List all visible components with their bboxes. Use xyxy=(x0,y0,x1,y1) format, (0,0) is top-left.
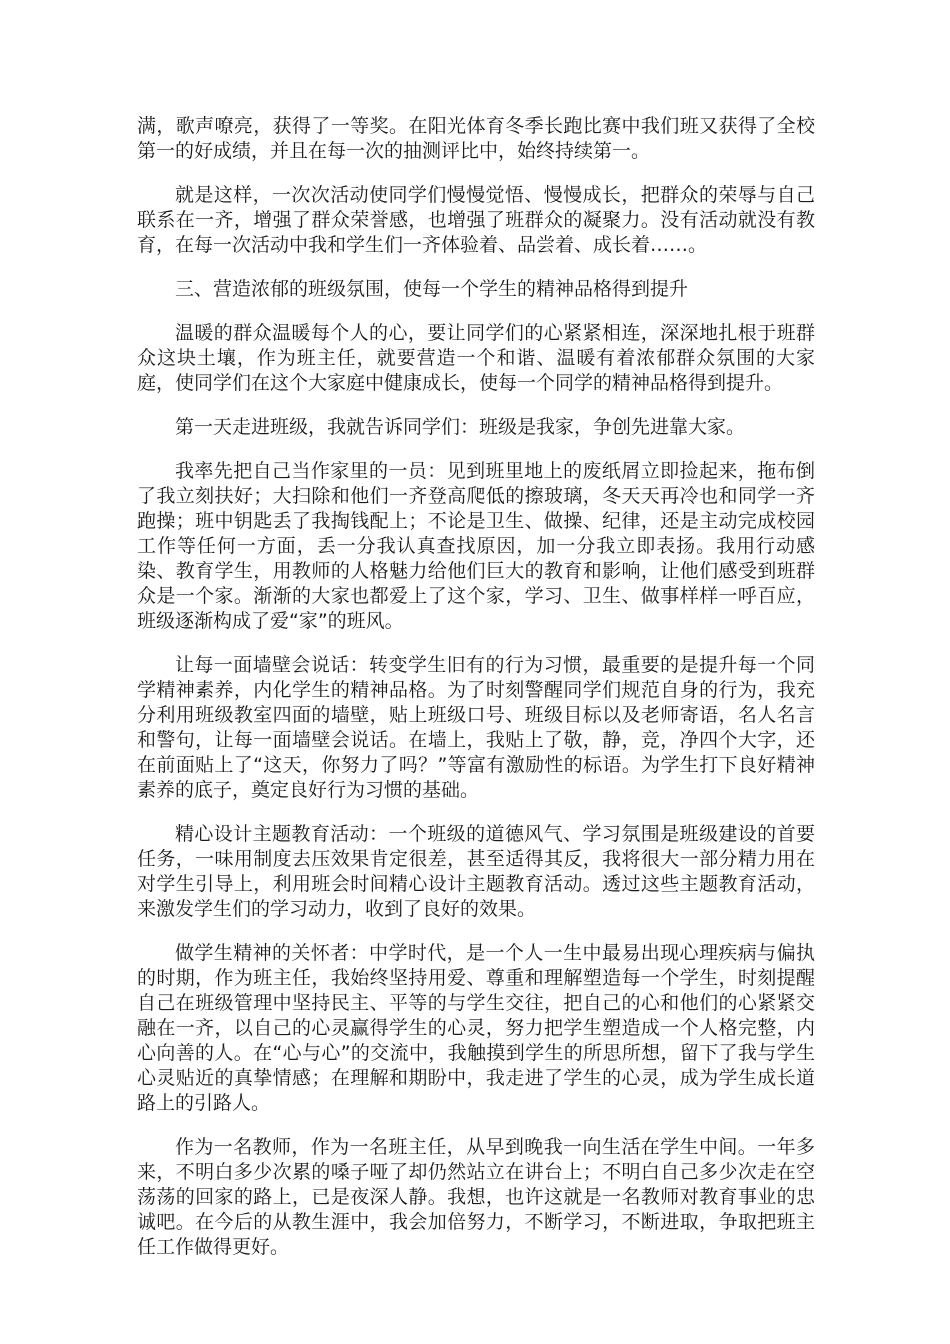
paragraph: 做学生精神的关怀者：中学时代，是一个人一生中最易出现心理疾病与偏执的时期，作为班主任，我始终坚持用爱、尊重和理解塑造每一个学生，时刻提醒自己在班级管理中坚持民主、平等的与学生交往，把自己的心和他们的心紧紧交融在一齐，以自己的心灵赢得学生的心灵，努力把学生塑造成一个人格完整，内心向善的人。在“心与心”的交流中，我触摸到学生的所思所想，留下了我与学生心灵贴近的真挚情感；在理解和期盼中，我走进了学生的心灵，成为学生成长道路上的引路人。 xyxy=(137,942,815,1114)
paragraph: 温暖的群众温暖每个人的心，要让同学们的心紧紧相连，深深地扎根于班群众这块土壤，作为班主任，就要营造一个和谐、温暖有着浓郁群众氛围的大家庭，使同学们在这个大家庭中健康成长，使每一个同学的精神品格得到提升。 xyxy=(137,322,815,394)
paragraph: 就是这样，一次次活动使同学们慢慢觉悟、慢慢成长，把群众的荣辱与自己联系在一齐，增强了群众荣誉感，也增强了班群众的凝聚力。没有活动就没有教育，在每一次活动中我和学生们一齐体验着、品尝着、成长着……。 xyxy=(137,184,815,256)
paragraph: 我率先把自己当作家里的一员：见到班里地上的废纸屑立即捡起来，拖布倒了我立刻扶好；大扫除和他们一齐登高爬低的擦玻璃，冬天天再冷也和同学一齐跑操；班中钥匙丢了我掏钱配上；不论是卫生、做操、纪律，还是主动完成校园工作等任何一方面，丢一分我认真查找原因，加一分我立即表扬。我用行动感染、教育学生，用教师的人格魅力给他们巨大的教育和影响，让他们感受到班群众是一个家。渐渐的大家也都爱上了这个家，学习、卫生、做事样样一呼百应，班级逐渐构成了爱“家”的班风。 xyxy=(137,460,815,632)
paragraph: 作为一名教师，作为一名班主任，从早到晚我一向生活在学生中间。一年多来，不明白多少次累的嗓子哑了却仍然站立在讲台上；不明白自己多少次走在空荡荡的回家的路上，已是夜深人静。我想，也许这就是一名教师对教育事业的忠诚吧。在今后的从教生涯中，我会加倍努力，不断学习，不断进取，争取把班主任工作做得更好。 xyxy=(137,1136,815,1258)
paragraph: 精心设计主题教育活动：一个班级的道德风气、学习氛围是班级建设的首要任务，一味用制度去压效果肯定很差，甚至适得其反，我将很大一部分精力用在对学生引导上，利用班会时间精心设计主题教育活动。透过这些主题教育活动，来激发学生们的学习动力，收到了良好的效果。 xyxy=(137,823,815,920)
paragraph: 让每一面墙壁会说话：转变学生旧有的行为习惯，最重要的是提升每一个同学精神素养，内化学生的精神品格。为了时刻警醒同学们规范自身的行为，我充分利用班级教室四面的墙壁，贴上班级口号、班级目标以及老师寄语，名人名言和警句，让每一面墙壁会说话。在墙上，我贴上了敬，静，竞，净四个大字，还在前面贴上了“这天，你努力了吗？”等富有激励性的标语。为学生打下良好精神素养的底子，奠定良好行为习惯的基础。 xyxy=(137,654,815,801)
section-heading: 三、营造浓郁的班级氛围，使每一个学生的精神品格得到提升 xyxy=(175,278,689,300)
paragraph: 第一天走进班级，我就告诉同学们：班级是我家，争创先进靠大家。 xyxy=(175,416,746,438)
paragraph: 满，歌声嘹亮，获得了一等奖。在阳光体育冬季长跑比赛中我们班又获得了全校第一的好成绩，并且在每一次的抽测评比中，始终持续第一。 xyxy=(137,115,815,162)
document-body xyxy=(137,114,815,1279)
